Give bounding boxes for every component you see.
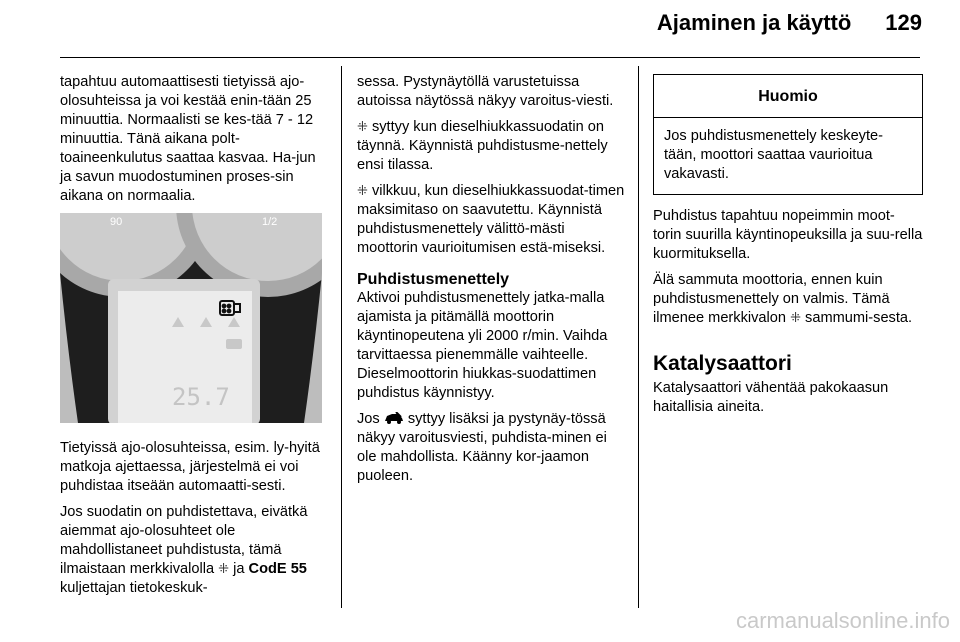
column-divider-2 bbox=[638, 66, 639, 608]
page-number: 129 bbox=[885, 10, 922, 35]
column-3 bbox=[653, 73, 923, 424]
paragraph: tapahtuu automaattisesti tietyissä ajo-olosuhteissa ja voi kestää enin-tään 25 minuuttia. Normaalisti se kes-tää 7 - 12 minuuttia. Tänä aikana polt-toaineenkulutus saattaa kasvaa. Ha-jun ja savun muodostuminen proses-sin aikana on normaalia. bbox=[60, 74, 316, 204]
paragraph: Jos syttyy lisäksi ja pystynäy-tössä näkyy varoitusviesti, puhdista-minen ei ole mahdollista. Käänny kor-jaamon puoleen. bbox=[357, 411, 607, 484]
section-heading: Puhdistusmenettely bbox=[357, 271, 510, 288]
paragraph: Aktivoi puhdistusmenettely jatka-malla ajamista ja pitämällä moottorin käyntinopeutena yli 2000 r/min. Vaihda tarvittaessa pienemmälle vaihteelle. Dieselmoottorin hiukkas-suodattimen puhdistus käynnistyy. bbox=[357, 290, 608, 401]
dpf-warning-icon: ⁜ bbox=[357, 120, 368, 135]
dpf-warning-icon: ⁜ bbox=[218, 562, 230, 577]
paragraph: sessa. Pystynäytöllä varustetuissa autoissa näytössä näkyy varoitus-viesti. bbox=[357, 74, 614, 109]
code-label: CodE 55 bbox=[248, 561, 307, 577]
page-header bbox=[0, 10, 922, 36]
service-car-icon bbox=[384, 412, 404, 424]
display-value: 25.7 bbox=[172, 383, 230, 411]
paragraph: ⁜ syttyy kun dieselhiukkassuodatin on täynnä. Käynnistä puhdistusme-nettely ensi tilassa. bbox=[357, 119, 608, 173]
warning-note-box bbox=[653, 74, 923, 195]
note-title: Huomio bbox=[654, 75, 922, 118]
header-title: Ajaminen ja käyttö bbox=[656, 10, 852, 35]
dpf-warning-icon: ⁜ bbox=[357, 184, 368, 199]
speed-label-left: 90 bbox=[110, 216, 123, 228]
dpf-warning-icon: ⁜ bbox=[790, 311, 801, 326]
speed-label-right: 1/2 bbox=[262, 216, 278, 228]
column-1 bbox=[60, 73, 322, 605]
column-2 bbox=[357, 73, 625, 493]
note-body: Jos puhdistusmenettely keskeyte-tään, moottori saattaa vaurioitua vakavasti. bbox=[664, 128, 884, 182]
paragraph: Älä sammuta moottoria, ennen kuin puhdistusmenettely on valmis. Tämä ilmenee merkkivalon ⁜ sammumi-sesta. bbox=[653, 272, 913, 326]
paragraph: Jos suodatin on puhdistettava, eivätkä aiemmat ajo-olosuhteet ole mahdollistaneet puhdistusta, tämä ilmaistaan merkkivalolla ⁜ ja CodE 55 kuljettajan tietokeskuk- bbox=[60, 504, 308, 596]
watermark: carmanualsonline.info bbox=[735, 608, 950, 633]
header-rule bbox=[60, 57, 920, 58]
section-heading: Katalysaattori bbox=[653, 352, 792, 375]
paragraph: ⁜ vilkkuu, kun dieselhiukkassuodat-timen maksimitaso on saavutettu. Käynnistä puhdistusmenettely välittö-mästi moottorin vaurioitumisen estä-miseksi. bbox=[357, 183, 625, 256]
paragraph: Katalysaattori vähentää pakokaasun haitallisia aineita. bbox=[653, 380, 889, 415]
paragraph: Tietyissä ajo-olosuhteissa, esim. ly-hyitä matkoja ajettaessa, järjestelmä ei voi puhdistaa itseään automaatti-sesti. bbox=[60, 440, 320, 494]
instrument-cluster-illustration bbox=[60, 213, 322, 423]
column-divider-1 bbox=[341, 66, 342, 608]
paragraph: Puhdistus tapahtuu nopeimmin moot-torin suurilla käyntinopeuksilla ja suu-rella kuormituksella. bbox=[653, 208, 923, 262]
